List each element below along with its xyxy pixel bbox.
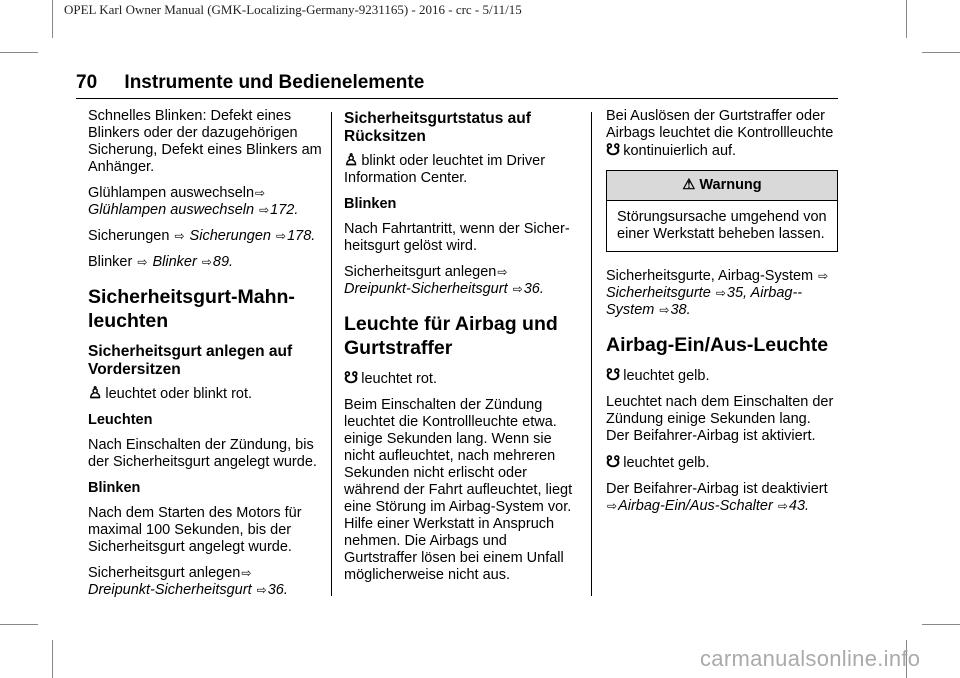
arrow-icon: ⇨ (497, 265, 508, 279)
icon-line: ☋ leuchtet rot. (344, 370, 437, 387)
ref-link[interactable]: Sicherheitsgurte (606, 285, 711, 301)
arrow-icon: ⇨ (255, 186, 266, 200)
arrow-icon: ⇨ (201, 255, 212, 269)
airbag-on-icon: ☋ (606, 367, 621, 384)
paragraph: Nach dem Starten des Motors für maximal 100 Sekunden, bis der Sicherheitsgurt angelegt wurde. (88, 505, 302, 555)
ref-page[interactable]: 172 (270, 202, 295, 218)
column-3 (606, 108, 838, 524)
ref-page[interactable]: 89 (212, 254, 230, 270)
paragraph: Beim Einschalten der Zündung leuchtet die Kontrollleuchte etwa. einige Sekunden lang. Wenn sie nicht aufleuchtet, nach mehreren Sekunden nicht erlischt oder während der Fahrt aufleuchtet, liegt eine Störung im Airbag-System vor. Hilfe einer Werkstatt in Anspruch nehmen. Die Airbags und Gurtstraffer lösen bei einem Unfall möglicherweise nicht aus. (344, 397, 573, 583)
ref-link[interactable]: Airbag-Ein/Aus-Schalter (618, 498, 773, 514)
cross-reference: Der Beifahrer-Airbag ist deaktiviert ⇨Airbag-Ein/Aus-Schalter ⇨43. (606, 481, 828, 514)
ref-page[interactable]: 43 (788, 498, 806, 514)
page-title: Instrumente und Bedienelemente (124, 72, 425, 93)
cross-reference: Sicherheitsgurt anlegen⇨ Dreipunkt-Sicherheitsgurt ⇨36. (88, 565, 288, 598)
subsection-heading: Sicherheitsgurtstatus auf Rücksitzen (344, 110, 531, 145)
header-meta: OPEL Karl Owner Manual (GMK-Localizing-Germany-9231165) - 2016 - crc - 5/11/15 (64, 2, 522, 17)
cross-reference: Sicherheitsgurt anlegen⇨ Dreipunkt-Sicherheitsgurt ⇨36. (344, 264, 544, 297)
page-heading (76, 72, 424, 94)
paragraph: Bei Auslösen der Gurtstraffer oder Airbags leuchtet die Kontrollleuchte ☋ kontinuierlich auf. (606, 108, 834, 159)
seatbelt-icon: ♙ (344, 152, 359, 169)
ref-link[interactable]: Airbag--System (606, 285, 803, 318)
subsection-heading: Sicherheitsgurt anlegen auf Vordersitzen (88, 343, 293, 378)
airbag-off-icon: ☋ (606, 454, 621, 471)
arrow-icon: ⇨ (174, 229, 185, 243)
arrow-icon: ⇨ (137, 255, 148, 269)
cross-reference: Sicherungen ⇨ Sicherungen ⇨178. (88, 228, 316, 244)
paragraph: Schnelles Blinken: Defekt eines Blinkers oder der dazugehörigen Sicherung, Defekt eines Blinkers am Anhänger. (88, 108, 322, 175)
arrow-icon: ⇨ (241, 566, 252, 580)
arrow-icon: ⇨ (715, 286, 726, 300)
arrow-icon: ⇨ (276, 229, 287, 243)
arrow-icon: ⇨ (659, 303, 670, 317)
warning-box (606, 170, 838, 252)
icon-line: ☋ leuchtet gelb. (606, 367, 710, 384)
crop-mark (922, 52, 960, 53)
section-heading: Sicherheitsgurt-Mahn-leuchten (88, 286, 295, 332)
ref-link[interactable]: Blinker (152, 254, 197, 270)
paragraph: Nach Fahrtantritt, wenn der Sicher-heitsgurt gelöst wird. (344, 221, 570, 254)
sub-heading: Blinken (88, 480, 141, 496)
ref-page[interactable]: 38 (670, 302, 687, 318)
crop-mark (922, 624, 960, 625)
column-divider (591, 112, 592, 596)
seatbelt-icon: ♙ (88, 385, 103, 402)
ref-page[interactable]: 178 (287, 228, 312, 244)
page-number: 70 (76, 72, 98, 93)
airbag-icon: ☋ (344, 370, 359, 387)
ref-link[interactable]: Sicherungen (189, 228, 271, 244)
section-heading: Leuchte für Airbag und Gurtstraffer (344, 313, 558, 359)
arrow-icon: ⇨ (818, 269, 829, 283)
section-heading: Airbag-Ein/Aus-Leuchte (606, 334, 829, 356)
arrow-icon: ⇨ (256, 583, 267, 597)
crop-mark (52, 0, 53, 38)
watermark: carmanualsonline.info (700, 646, 921, 671)
column-1 (88, 108, 324, 608)
ref-link[interactable]: Dreipunkt-Sicherheitsgurt (88, 582, 252, 598)
ref-link[interactable]: Glühlampen auswechseln (88, 202, 255, 218)
warning-icon: ⚠ (682, 177, 696, 193)
crop-mark (0, 624, 38, 625)
ref-page[interactable]: 36 (523, 281, 540, 297)
crop-mark (52, 640, 53, 678)
cross-reference: Blinker ⇨ Blinker ⇨89. (88, 254, 234, 270)
warning-body: Störungsursache umgehend von einer Werkstatt beheben lassen. (617, 209, 827, 242)
crop-mark (906, 0, 907, 38)
cross-reference: Sicherheitsgurte, Airbag-System ⇨ Sicherheitsgurte ⇨35, Airbag--System ⇨38. (606, 268, 829, 318)
crop-mark (0, 52, 38, 53)
arrow-icon: ⇨ (607, 499, 618, 513)
arrow-icon: ⇨ (259, 203, 270, 217)
icon-line: ♙ leuchtet oder blinkt rot. (88, 385, 253, 402)
paragraph: Leuchtet nach dem Einschalten der Zündung einige Sekunden lang. Der Beifahrer-Airbag ist aktiviert. (606, 394, 834, 444)
paragraph: Nach Einschalten der Zündung, bis der Sicherheitsgurt angelegt wurde. (88, 437, 317, 470)
column-divider (331, 112, 332, 596)
sub-heading: Blinken (344, 196, 397, 212)
sub-heading: Leuchten (88, 412, 153, 428)
airbag-icon: ☋ (606, 142, 621, 159)
icon-line: ☋ leuchtet gelb. (606, 454, 710, 471)
ref-link[interactable]: Dreipunkt-Sicherheitsgurt (344, 281, 508, 297)
arrow-icon: ⇨ (512, 282, 523, 296)
cross-reference: Glühlampen auswechseln⇨ Glühlampen auswechseln ⇨172. (88, 185, 299, 218)
column-2 (344, 108, 582, 593)
ref-page[interactable]: 35 (726, 285, 744, 301)
header-rule (76, 98, 838, 99)
icon-line: ♙ blinkt oder leuchtet im Driver Information Center. (344, 152, 546, 186)
warning-header: ⚠ Warnung (607, 171, 837, 201)
ref-page[interactable]: 36 (267, 582, 284, 598)
arrow-icon: ⇨ (777, 499, 788, 513)
